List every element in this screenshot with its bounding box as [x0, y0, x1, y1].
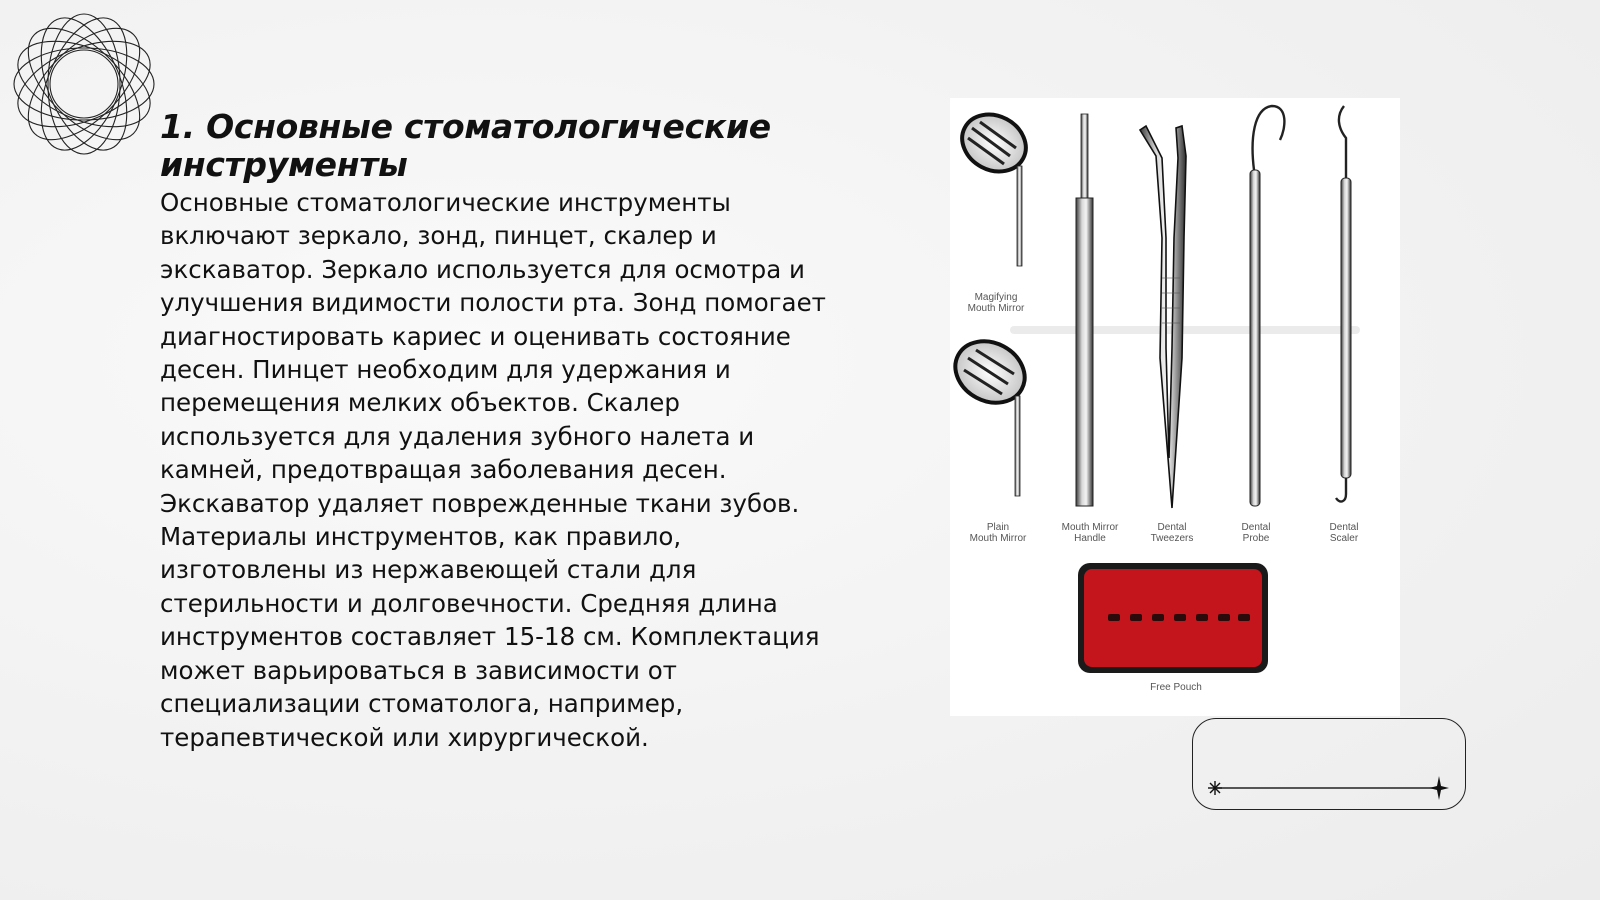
- label-tweezers-2: Tweezers: [1150, 533, 1194, 544]
- dental-probe-icon: [1250, 106, 1284, 506]
- label-pouch: Free Pouch: [1150, 682, 1202, 693]
- sparkle-icon: [1208, 781, 1222, 795]
- four-point-star-icon: [1429, 776, 1449, 800]
- label-plain-mirror-2: Mouth Mirror: [969, 533, 1027, 544]
- label-probe-2: Probe: [1242, 533, 1270, 544]
- label-handle-2: Handle: [1074, 533, 1106, 544]
- label-plain-mirror-1: Plain: [986, 522, 1010, 533]
- label-scaler-2: Scaler: [1329, 533, 1359, 544]
- dental-tweezers-icon: [1140, 126, 1186, 508]
- magnifying-mirror-icon: [952, 104, 1036, 266]
- label-scaler-1: Dental: [1329, 522, 1359, 533]
- label-handle-1: Mouth Mirror: [1061, 522, 1119, 533]
- label-probe-1: Dental: [1241, 522, 1271, 533]
- label-magnifying-mirror-1: Magifying: [974, 292, 1018, 303]
- instrument-pouch-icon: [1078, 563, 1268, 673]
- plain-mirror-icon: [950, 329, 1035, 496]
- mouth-mirror-handle-icon: [1076, 114, 1093, 506]
- spirograph-logo-icon: [8, 8, 160, 160]
- label-magnifying-mirror-2: Mouth Mirror: [967, 303, 1025, 314]
- decorative-timeline-box: [1192, 718, 1466, 810]
- slide-body-text: Основные стоматологические инструменты включают зеркало, зонд, пинцет, скалер и экскаватор. Зеркало используется для осмотра и улучшения видимости полости рта. Зонд помогает диагностировать кариес и оценивать состояние десен. Пинцет необходим для удержания и перемещения мелких объектов. Скалер используется для удаления зубного налета и камней, предотвращая заболевания десен. Экскаватор удаляет поврежденные ткани зубов. Материалы инструментов, как правило, изготовлены из нержавеющей стали для стерильности и долговечности. Средняя длина инструментов составляет 15-18 см. Комплектация может варьироваться в зависимости от специализации стоматолога, например, терапевтической или хирургической.: [160, 188, 826, 752]
- slide-title: 1. Основные стоматологические инструменты: [160, 107, 771, 184]
- label-tweezers-1: Dental: [1157, 522, 1187, 533]
- dental-instruments-image: [950, 98, 1400, 716]
- dental-scaler-icon: [1336, 106, 1351, 501]
